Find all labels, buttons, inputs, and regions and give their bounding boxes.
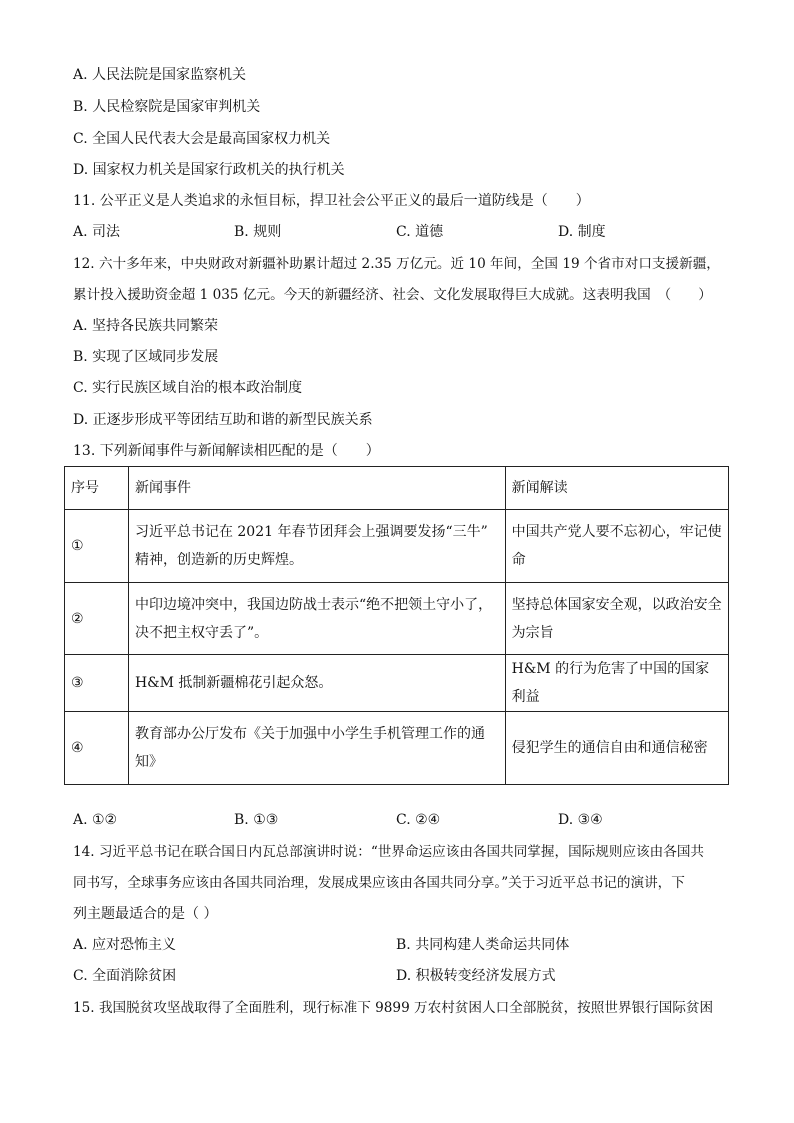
header-news-event: 新闻事件 xyxy=(128,467,505,510)
news-event-line2: 决不把主权守丢了”。 xyxy=(134,624,269,641)
interpretation-line1: 中国共产党人要不忘初心，牢记使 xyxy=(511,524,722,540)
q11-option-a: A. 司法 xyxy=(73,224,121,240)
interpretation-line2: 为宗旨 xyxy=(511,624,554,641)
q12-option-a: A. 坚持各民族共同繁荣 xyxy=(73,318,219,334)
news-event xyxy=(128,583,505,655)
q11-option-c: C. 道德 xyxy=(396,224,444,240)
q14-stem-line3: 列主题最适合的是（ ） xyxy=(73,906,218,922)
q12-option-b: B. 实现了区域同步发展 xyxy=(73,349,219,365)
news-event-line2: 知》 xyxy=(134,754,163,770)
news-event-line1: 教育部办公厅发布《关于加强中小学生手机管理工作的通 xyxy=(134,726,485,742)
news-interpretation: 侵犯学生的通信自由和通信秘密 xyxy=(505,712,728,785)
q13-stem: 13. 下列新闻事件与新闻解读相匹配的是（ ） xyxy=(73,443,380,459)
news-event-line2: 精神，创造新的历史辉煌。 xyxy=(134,552,303,568)
q10-option-a: A. 人民法院是国家监察机关 xyxy=(73,67,247,83)
news-event xyxy=(128,510,505,583)
q13-option-b: B. ①③ xyxy=(234,812,279,828)
news-event: H&M 抵制新疆棉花引起众怒。 xyxy=(128,655,505,712)
q13-option-d: D. ③④ xyxy=(558,812,603,828)
q13-option-a: A. ①② xyxy=(73,812,118,828)
q15-stem-line1: 15. 我国脱贫攻坚战取得了全面胜利，现行标准下 9899 万农村贫困人口全部脱贫，按照世界银行国际贫困 xyxy=(73,1000,714,1016)
news-interpretation xyxy=(505,583,728,655)
table-row xyxy=(65,510,729,583)
news-event-line1: 中印边境冲突中，我国边防战士表示“绝不把领土守小了， xyxy=(134,596,493,613)
q12-stem-line2: 累计投入援助资金超 1 035 亿元。今天的新疆经济、社会、文化发展取得巨大成就。这表明我国 （ ） xyxy=(73,287,712,303)
q14-option-c: C. 全面消除贫困 xyxy=(73,968,177,984)
news-interpretation xyxy=(505,510,728,583)
q14-stem-line1: 14. 习近平总书记在联合国日内瓦总部演讲时说：“世界命运应该由各国共同掌握，国际规则应该由各国共 xyxy=(73,844,705,860)
news-event xyxy=(128,712,505,785)
table-row xyxy=(65,712,729,785)
row-number: ④ xyxy=(65,712,129,785)
q14-option-b: B. 共同构建人类命运共同体 xyxy=(396,937,570,953)
q13-option-c: C. ②④ xyxy=(396,812,441,828)
table-header-row xyxy=(65,467,729,510)
news-interpretation: H&M 的行为危害了中国的国家利益 xyxy=(505,655,728,712)
row-number: ② xyxy=(65,583,129,655)
q13-news-table xyxy=(64,466,729,785)
row-number: ③ xyxy=(65,655,129,712)
q14-stem-line2: 同书写，全球事务应该由各国共同治理，发展成果应该由各国共同分享。”关于习近平总书记的演讲，下 xyxy=(73,875,685,891)
q10-option-b: B. 人民检察院是国家审判机关 xyxy=(73,99,261,115)
header-news-interpretation: 新闻解读 xyxy=(505,467,728,510)
interpretation-line1: 坚持总体国家安全观，以政治安全 xyxy=(511,596,722,613)
q10-option-c: C. 全国人民代表大会是最高国家权力机关 xyxy=(73,131,331,147)
q10-option-d: D. 国家权力机关是国家行政机关的执行机关 xyxy=(73,162,345,178)
q11-option-b: B. 规则 xyxy=(234,224,282,240)
interpretation-line2: 命 xyxy=(511,552,526,568)
row-number: ① xyxy=(65,510,129,583)
news-event-line1: 习近平总书记在 2021 年春节团拜会上强调要发扬“三牛” xyxy=(134,524,488,540)
q12-stem-line1: 12. 六十多年来，中央财政对新疆补助累计超过 2.35 万亿元。近 10 年间，全国 19 个省市对口支援新疆， xyxy=(73,256,720,272)
header-number: 序号 xyxy=(65,467,129,510)
q12-option-c: C. 实行民族区域自治的根本政治制度 xyxy=(73,380,303,396)
q14-option-d: D. 积极转变经济发展方式 xyxy=(396,968,556,984)
q14-option-a: A. 应对恐怖主义 xyxy=(73,937,177,953)
q11-option-d: D. 制度 xyxy=(558,224,606,240)
q11-stem: 11. 公平正义是人类追求的永恒目标，捍卫社会公平正义的最后一道防线是（ ） xyxy=(73,193,590,209)
table-row xyxy=(65,655,729,712)
q12-option-d: D. 正逐步形成平等团结互助和谐的新型民族关系 xyxy=(73,412,373,428)
table-row xyxy=(65,583,729,655)
